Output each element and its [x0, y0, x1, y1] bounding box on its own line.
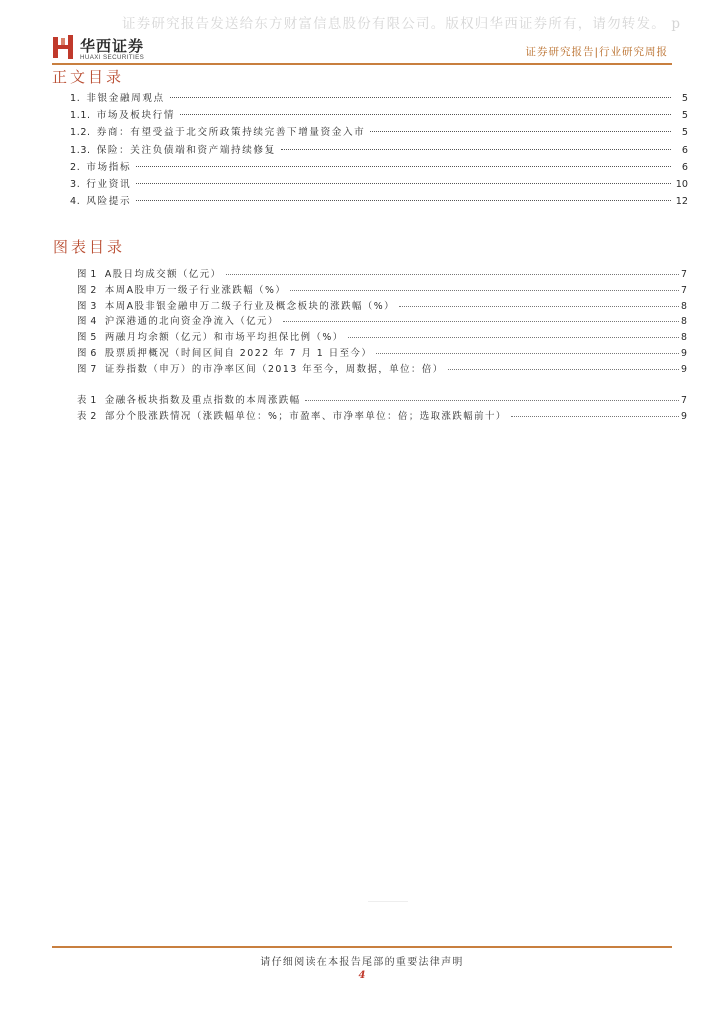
figure-entry-page: 7	[681, 284, 687, 296]
table-entry-label: 部分个股涨跌情况（涨跌幅单位：%；市盈率、市净率单位：倍；选取涨跌幅前十）	[104, 410, 507, 422]
toc-entry-number: 1.3.	[70, 144, 91, 156]
legal-disclaimer: 请仔细阅读在本报告尾部的重要法律声明	[260, 957, 464, 968]
figure-entry[interactable]	[77, 282, 687, 298]
toc-entry-page: 5	[681, 110, 688, 122]
figure-entry-number: 图 2	[77, 284, 97, 296]
figure-entry[interactable]	[77, 266, 687, 282]
toc-entry[interactable]	[70, 124, 688, 141]
figure-list	[77, 266, 687, 377]
toc-entry[interactable]	[70, 193, 688, 210]
report-type-label: 证券研究报告|行业研究周报	[525, 46, 668, 58]
toc-entry-label: 券商：有望受益于北交所政策持续完善下增量资金入市	[96, 127, 366, 139]
dot-leader	[226, 274, 680, 275]
dot-leader	[448, 369, 679, 370]
toc-list	[70, 90, 688, 210]
toc-entry-page: 6	[681, 144, 688, 156]
figure-entry[interactable]	[77, 313, 687, 329]
watermark: 证券研究报告发送给东方财富信息股份有限公司。版权归华西证券所有，请勿转发。 p	[122, 16, 682, 32]
toc-entry-number: 1.	[70, 93, 81, 104]
dot-leader	[348, 337, 679, 338]
dot-leader	[136, 200, 671, 201]
table-list	[77, 392, 687, 424]
figure-entry-label: 股票质押概况（时间区间自 2022 年 7 月 1 日至今）	[104, 347, 373, 359]
toc-entry[interactable]	[70, 90, 688, 107]
table-entry-page: 9	[681, 410, 687, 422]
huaxi-logo-icon	[52, 34, 74, 60]
figure-entry[interactable]	[77, 329, 687, 345]
logo-english-name: HUAXI SECURITIES	[80, 54, 145, 61]
dot-leader	[376, 353, 679, 354]
figure-entry-page: 8	[681, 332, 687, 344]
logo-chinese-name: 华西证券	[80, 37, 145, 55]
figure-entry-label: 两融月均余额（亿元）和市场平均担保比例（%）	[104, 332, 344, 344]
toc-entry-page: 12	[675, 196, 688, 208]
figure-entry-label: A股日均成交额（亿元）	[104, 269, 222, 280]
figure-entry-label: 沪深港通的北向资金净流入（亿元）	[104, 316, 279, 328]
table-entry-number: 表 2	[77, 410, 97, 422]
figure-entry-page: 7	[681, 269, 687, 280]
toc-entry-label: 保险：关注负债端和资产端持续修复	[96, 144, 276, 156]
figure-entry-page: 8	[681, 316, 687, 328]
table-entry-page: 7	[681, 395, 687, 406]
toc-entry[interactable]	[70, 176, 688, 193]
figure-entry[interactable]	[77, 345, 687, 361]
table-entry[interactable]	[77, 408, 687, 424]
figure-entry-label: 本周A股申万一级子行业涨跌幅（%）	[104, 284, 287, 296]
table-entry[interactable]	[77, 392, 687, 408]
toc-entry[interactable]	[70, 107, 688, 124]
dot-leader	[511, 416, 679, 417]
toc-entry-number: 3.	[70, 178, 81, 190]
dot-leader	[281, 149, 671, 150]
toc-entry-label: 市场及板块行情	[96, 110, 176, 122]
figure-entry-number: 图 5	[77, 332, 97, 344]
figure-entry[interactable]	[77, 298, 687, 314]
toc-entry-label: 行业资讯	[86, 178, 132, 190]
toc-entry-page: 10	[675, 178, 688, 190]
dot-leader	[180, 114, 671, 115]
page-number: 4	[358, 970, 366, 981]
divider	[368, 901, 408, 902]
toc-entry-label: 非银金融周观点	[86, 93, 165, 104]
figure-entry[interactable]	[77, 361, 687, 377]
figure-entry-number: 图 1	[77, 269, 97, 280]
footer-divider	[52, 946, 672, 948]
lof-title: 图表目录	[53, 238, 126, 256]
toc-entry[interactable]	[70, 159, 688, 176]
figure-entry-number: 图 4	[77, 316, 97, 328]
figure-entry-page: 8	[681, 300, 687, 312]
dot-leader	[399, 306, 679, 307]
toc-entry-page: 5	[681, 93, 688, 104]
dot-leader	[290, 290, 679, 291]
dot-leader	[283, 321, 679, 322]
toc-entry-number: 4.	[70, 196, 81, 208]
table-entry-label: 金融各板块指数及重点指数的本周涨跌幅	[104, 395, 301, 406]
figure-entry-label: 证券指数（申万）的市净率区间（2013 年至今，周数据，单位：倍）	[104, 363, 444, 375]
toc-entry[interactable]	[70, 142, 688, 159]
toc-entry-label: 风险提示	[86, 196, 132, 208]
toc-entry-label: 市场指标	[86, 161, 132, 173]
header-divider	[52, 63, 672, 65]
dot-leader	[136, 166, 671, 167]
figure-entry-page: 9	[681, 363, 687, 375]
toc-entry-page: 5	[681, 127, 688, 139]
figure-entry-number: 图 6	[77, 347, 97, 359]
toc-entry-number: 2.	[70, 161, 81, 173]
toc-title: 正文目录	[52, 68, 125, 86]
figure-entry-page: 9	[681, 347, 687, 359]
dot-leader	[305, 400, 679, 401]
toc-entry-number: 1.2.	[70, 127, 91, 139]
figure-entry-number: 图 7	[77, 363, 97, 375]
figure-entry-label: 本周A股非银金融申万二级子行业及概念板块的涨跌幅（%）	[104, 300, 396, 312]
figure-entry-number: 图 3	[77, 300, 97, 312]
toc-entry-page: 6	[681, 161, 688, 173]
dot-leader	[370, 131, 671, 132]
dot-leader	[170, 97, 671, 98]
dot-leader	[136, 183, 671, 184]
table-entry-number: 表 1	[77, 395, 97, 406]
toc-entry-number: 1.1.	[70, 110, 91, 122]
